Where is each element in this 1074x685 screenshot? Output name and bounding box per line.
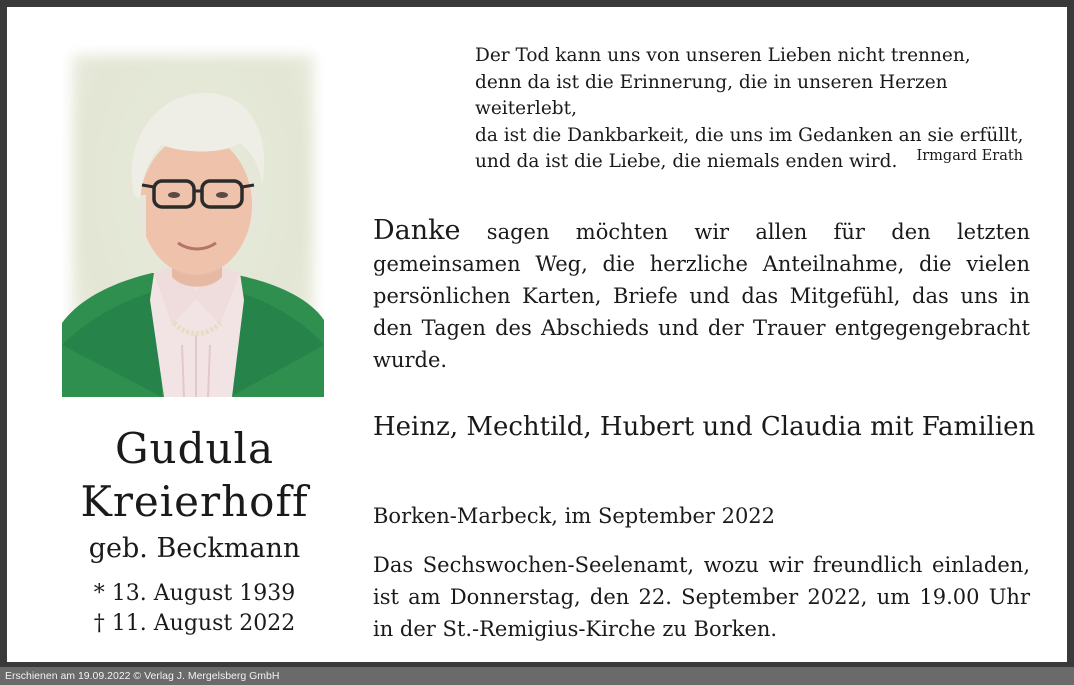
death-date: † 11. August 2022 <box>93 611 296 636</box>
place-date: Borken-Marbeck, im September 2022 <box>373 504 776 528</box>
publication-footer: Erschienen am 19.09.2022 © Verlag J. Mergelsberg GmbH <box>0 667 1074 685</box>
poem-line: da ist die Dankbarkeit, die uns im Gedanken an sie erfüllt, <box>475 124 1024 146</box>
deceased-name-block <box>47 423 342 639</box>
birth-name: geb. Beckmann <box>88 533 301 564</box>
poem-line: und da ist die Liebe, die niemals enden wird. <box>475 151 898 172</box>
birth-date: * 13. August 1939 <box>93 581 296 606</box>
first-name: Gudula <box>114 424 274 473</box>
thanks-lead-word: Danke <box>373 215 461 246</box>
portrait-illustration <box>62 45 324 397</box>
family-signature: Heinz, Mechtild, Hubert und Claudia mit Familien <box>373 412 1036 442</box>
thanks-paragraph <box>373 215 1030 376</box>
obituary-card <box>7 7 1067 662</box>
poem-author: Irmgard Erath <box>916 148 1023 164</box>
poem-line: denn da ist die Erinnerung, die in unseren Herzen weiterlebt, <box>475 71 948 119</box>
last-name: Kreierhoff <box>80 477 309 526</box>
service-announcement: Das Sechswochen-Seelenamt, wozu wir freundlich einladen, ist am Donnerstag, den 22. September 2022, um 19.00 Uhr in der St.-Remigius-Kirche zu Borken. <box>373 553 1030 641</box>
poem-line: Der Tod kann uns von unseren Lieben nicht trennen, <box>475 45 971 66</box>
thanks-text: sagen möchten wir allen für den letzten gemeinsamen Weg, die herzliche Anteilnahme, die vielen persönlichen Karten, Briefe und das Mitgefühl, das uns in den Tagen des Abschieds und der Trauer entgegengebracht wurde. <box>373 220 1030 372</box>
portrait-photo <box>62 45 324 397</box>
